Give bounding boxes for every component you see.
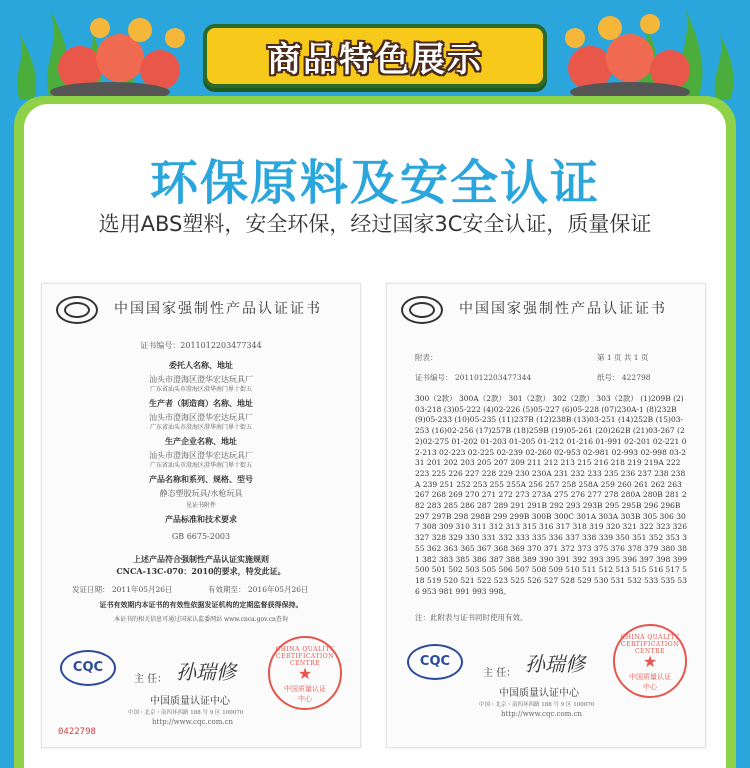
- appendix-label: 附表：: [415, 353, 438, 362]
- applicant-label: 委托人名称、地址: [169, 360, 233, 370]
- product-label: 产品名称和系列、规格、型号: [149, 474, 253, 484]
- cqc-logo-icon: CQC: [60, 650, 116, 686]
- issuer-name: 中国质量认证中心: [499, 688, 579, 699]
- banner-title-plate: [203, 24, 547, 88]
- section-heading: 环保原料及安全认证: [149, 155, 600, 211]
- certificate-number: 证书编号： 2011012203477344: [415, 373, 532, 382]
- certificate-number: 证书编号：2011012203477344: [140, 341, 262, 350]
- issuer-address: 中国・北京・南四环西路 188 号 9 区 100070: [128, 710, 244, 716]
- standard-value: GB 6675-2003: [171, 532, 231, 541]
- ccc-logo-icon: [56, 296, 98, 324]
- ccc-logo-icon: [401, 296, 443, 324]
- factory-label: 生产企业名称、地址: [165, 436, 237, 446]
- issuer-website: http://www.cqc.com.cn: [152, 718, 234, 726]
- certificate-appendix: [386, 283, 706, 748]
- official-seal-icon: CHINA QUALITY CERTIFICATION CENTRE ★ 中国质量认证中心: [613, 624, 687, 698]
- issue-date: 发证日期： 2011年05月26日: [72, 585, 173, 594]
- maker-address: 广东省汕头市澄海区澄华南门界十街五: [149, 424, 252, 431]
- official-seal-icon: CHINA QUALITY CERTIFICATION CENTRE ★ 中国质量认证中心: [268, 636, 342, 710]
- issuer-website: http://www.cqc.com.cn: [501, 710, 583, 718]
- appendix-note: 注：此附表与证书同时使用有效。: [415, 613, 528, 622]
- expire-date: 有效期至： 2016年05月26日: [208, 585, 309, 594]
- certificate-title: 中国国家强制性产品认证证书: [459, 301, 667, 317]
- validity-note: 证书有效期内本证书的有效性依据发证机构的定期监督获得保持。: [99, 600, 303, 609]
- maker-label: 生产者（制造商）名称、地址: [149, 398, 253, 408]
- applicant-name: 汕头市澄海区澄华宏达玩具厂: [149, 375, 253, 384]
- applicant-address: 广东省汕头市澄海区澄华南门界十街五: [149, 386, 252, 393]
- issuer-name: 中国质量认证中心: [150, 696, 230, 707]
- director-label: 主 任：: [483, 668, 517, 679]
- standard-label: 产品标准和技术要求: [165, 514, 237, 524]
- page-info: 第 1 页 共 1 页: [597, 353, 649, 362]
- factory-name: 汕头市澄海区澄华宏达玩具厂: [149, 451, 253, 460]
- signature: 孙瑞修: [176, 660, 236, 684]
- signature: 孙瑞修: [525, 652, 585, 676]
- issuer-address: 中国・北京・南四环西路 188 号 9 区 100070: [479, 702, 595, 708]
- conformity-line-1: 上述产品符合强制性产品认证实施规则: [133, 554, 269, 564]
- query-note: 本证书的相关信息可通过国家认监委网站 www.cnca.gov.cn查询: [114, 616, 288, 623]
- product-note: 见证书附件: [185, 502, 216, 509]
- conformity-line-2: CNCA-13C-070：2010的要求，特发此证。: [116, 566, 286, 576]
- paper-serial: 纸号： 422798: [597, 373, 651, 382]
- model-list: 300（2款） 300A（2款） 301（2款） 302（2款） 303（2款） (1)209B (2)03-218 (3)05-222 (4)02-226 (5)05-227 (6)05-228 (07)230A-1 (8)232B (9)05-233 (10)05-235 (11)237B (12)238B (13)03-251 (14)252B (15)03-253 (16)02-256 (17)257B (18)259B (19)05-261 (20)262B (21)03-267 (22)02-275 01-202 01-203 01-205 01-212 01-216 01-991 02-201 02-221 02-213 02-223 02-225 02-239 02-260 02-953 02-981 02-993 02-998 03-231 201 202 203 205 207 209 211 212 213 215 216 218 219 219A 222 223 225 226 227 228 229 230 230A 231 232 233 235 236 237 238 238A 239 251 252 253 255 255A 256 257 258 258A 259 260 261 262 263 267 268 269 270 271 272 273 273A 275 276 277 278 280A 280B 281 282 283 285 286 287 289 291 291B 292 293 293B 295 295B 296 296B 297 297B 298 298B 299 299B 300B 300C 301A 303A 303B 305 306 307 308 309 310 311 312 313 315 316 317 318 319 320 321 322 323 326 327 328 329 330 331 332 333 335 336 337 338 339 350 351 352 353 355 362 363 365 367 368 369 370 371 372 373 375 376 378 379 380 381 382 383 385 386 387 388 389 390 391 392 393 395 396 397 398 399 500 501 502 503 505 506 507 508 509 510 511 512 513 515 516 517 518 519 520 521 522 523 525 526 527 528 529 530 531 532 533 535 536 953 981 991 993 998。: [415, 394, 687, 596]
- cqc-logo-icon: CQC: [407, 644, 463, 680]
- factory-address: 广东省汕头市澄海区澄华南门界十街五: [149, 462, 252, 469]
- product-name: 静态塑胶玩具/水枪玩具: [159, 489, 243, 498]
- section-subheading: 选用ABS塑料，安全环保，经过国家3C安全认证，质量保证: [98, 212, 652, 236]
- certificate-title: 中国国家强制性产品认证证书: [114, 301, 322, 317]
- serial-number: 0422798: [58, 727, 96, 737]
- director-label: 主 任：: [134, 674, 168, 685]
- maker-name: 汕头市澄海区澄华宏达玩具厂: [149, 413, 253, 422]
- banner-title: 商品特色展示: [267, 40, 483, 80]
- certificate-main: [41, 283, 361, 748]
